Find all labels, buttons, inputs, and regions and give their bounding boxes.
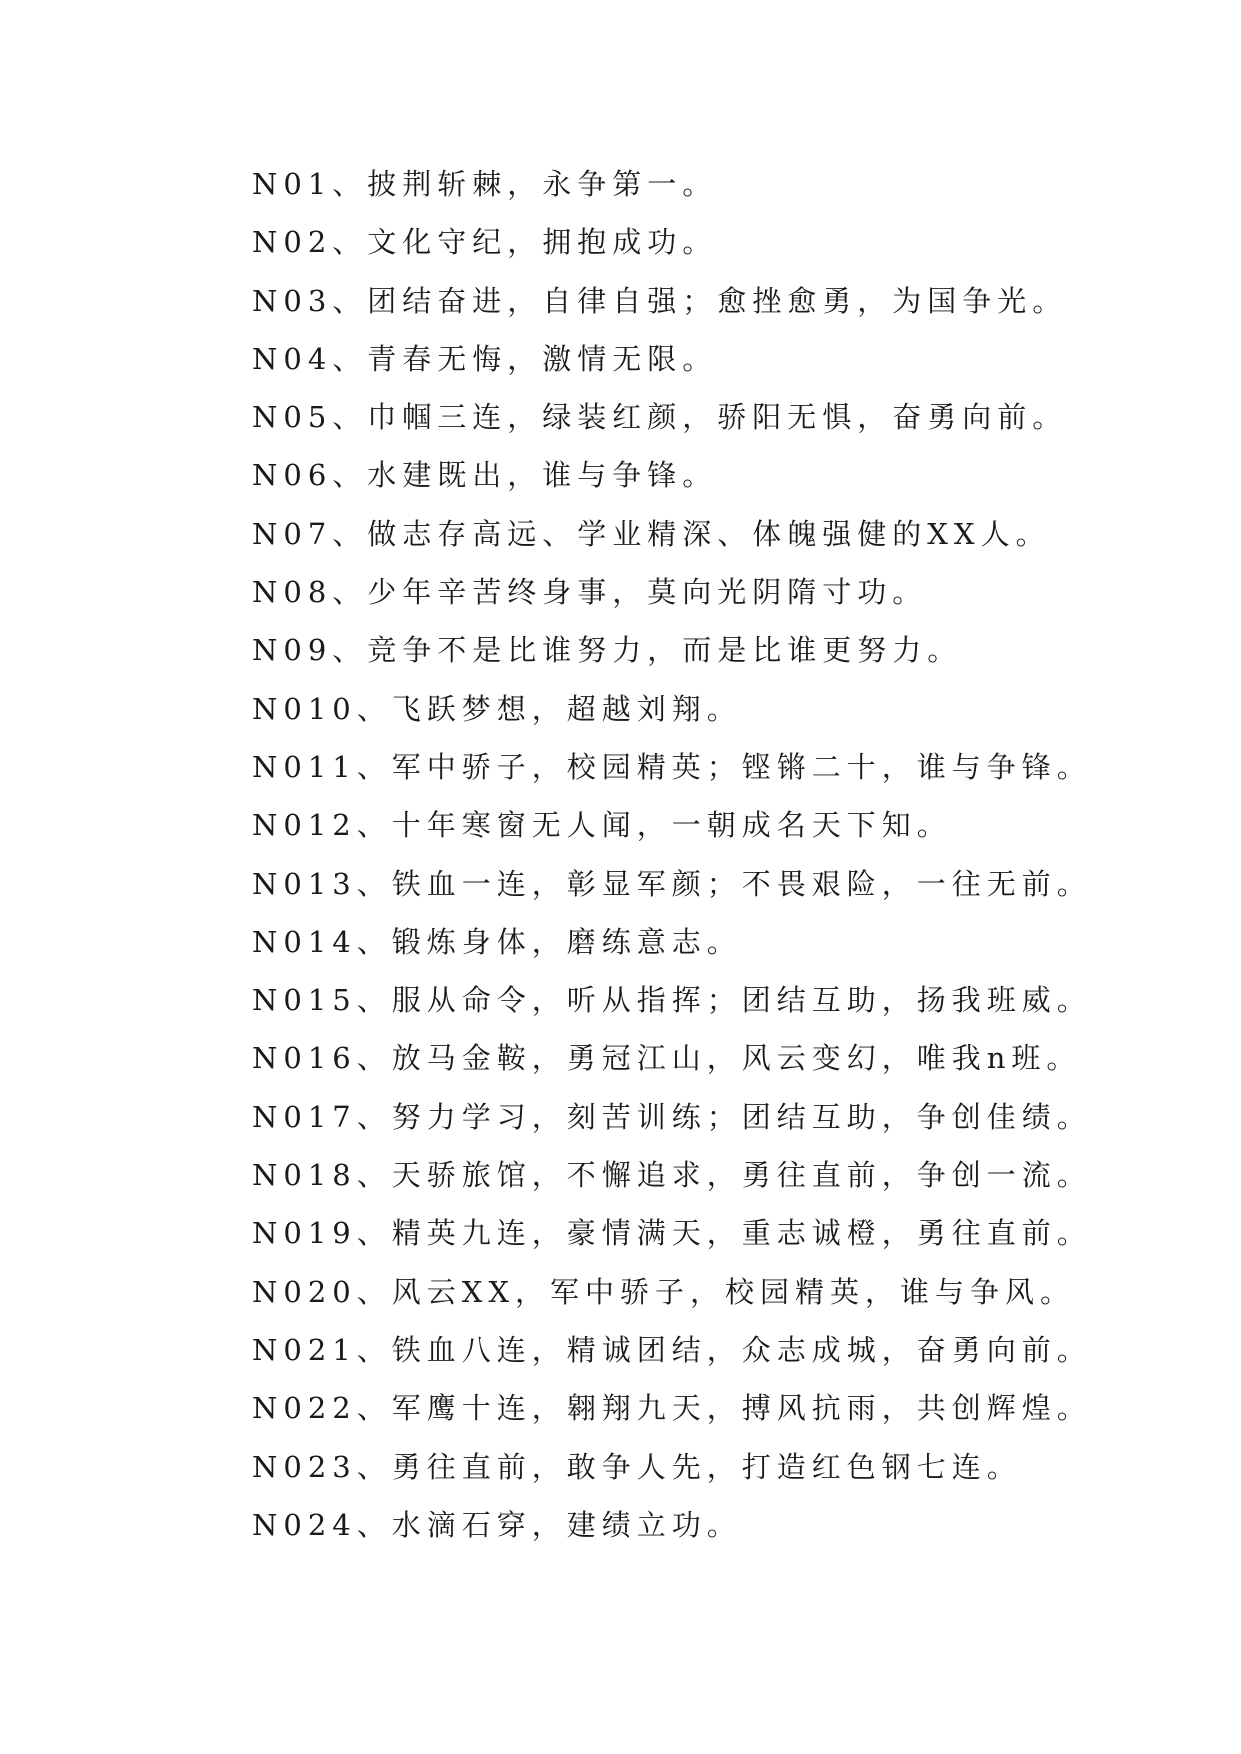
slogan-line: N024、水滴石穿，建绩立功。: [252, 1507, 742, 1542]
slogan-line: N06、水建既出，谁与争锋。: [252, 458, 718, 493]
slogan-line: N09、竞争不是比谁努力，而是比谁更努力。: [252, 633, 963, 668]
slogan-line: N019、精英九连，豪情满天，重志诚橙，勇往直前。: [252, 1216, 1092, 1251]
slogan-line: N07、做志存高远、学业精深、体魄强健的XX人。: [252, 516, 1051, 551]
slogan-line: N021、铁血八连，精诚团结，众志成城，奋勇向前。: [252, 1332, 1092, 1367]
slogan-list: [252, 155, 1092, 1554]
slogan-line: N01、披荆斩棘，永争第一。: [252, 167, 718, 201]
slogan-line: N08、少年辛苦终身事，莫向光阴隋寸功。: [252, 575, 928, 610]
slogan-line: N022、军鹰十连，翱翔九天，搏风抗雨，共创辉煌。: [252, 1391, 1092, 1426]
slogan-line: N012、十年寒窗无人闻，一朝成名天下知。: [252, 808, 952, 843]
slogan-line: N015、服从命令，听从指挥；团结互助，扬我班威。: [252, 983, 1092, 1018]
slogan-line: N011、军中骄子，校园精英；铿锵二十，谁与争锋。: [252, 749, 1092, 784]
slogan-line: N018、天骄旅馆，不懈追求，勇往直前，争创一流。: [252, 1158, 1092, 1193]
slogan-line: N03、团结奋进，自律自强；愈挫愈勇，为国争光。: [252, 283, 1068, 318]
slogan-line: N05、巾帼三连，绿装红颜，骄阳无惧，奋勇向前。: [252, 400, 1068, 435]
slogan-line: N013、铁血一连，彰显军颜；不畏艰险，一往无前。: [252, 866, 1092, 901]
slogan-line: N02、文化守纪，拥抱成功。: [252, 225, 718, 260]
slogan-line: N016、放马金鞍，勇冠江山，风云变幻，唯我n班。: [252, 1041, 1082, 1076]
slogan-line: N017、努力学习，刻苦训练；团结互助，争创佳绩。: [252, 1099, 1092, 1134]
slogan-line: N020、风云XX，军中骄子，校园精英，谁与争风。: [252, 1274, 1076, 1309]
slogan-line: N023、勇往直前，敢争人先，打造红色钢七连。: [252, 1449, 1022, 1484]
slogan-line: N04、青春无悔，激情无限。: [252, 341, 718, 376]
slogan-line: N010、飞跃梦想，超越刘翔。: [252, 691, 742, 726]
slogan-line: N014、锻炼身体，磨练意志。: [252, 924, 742, 959]
